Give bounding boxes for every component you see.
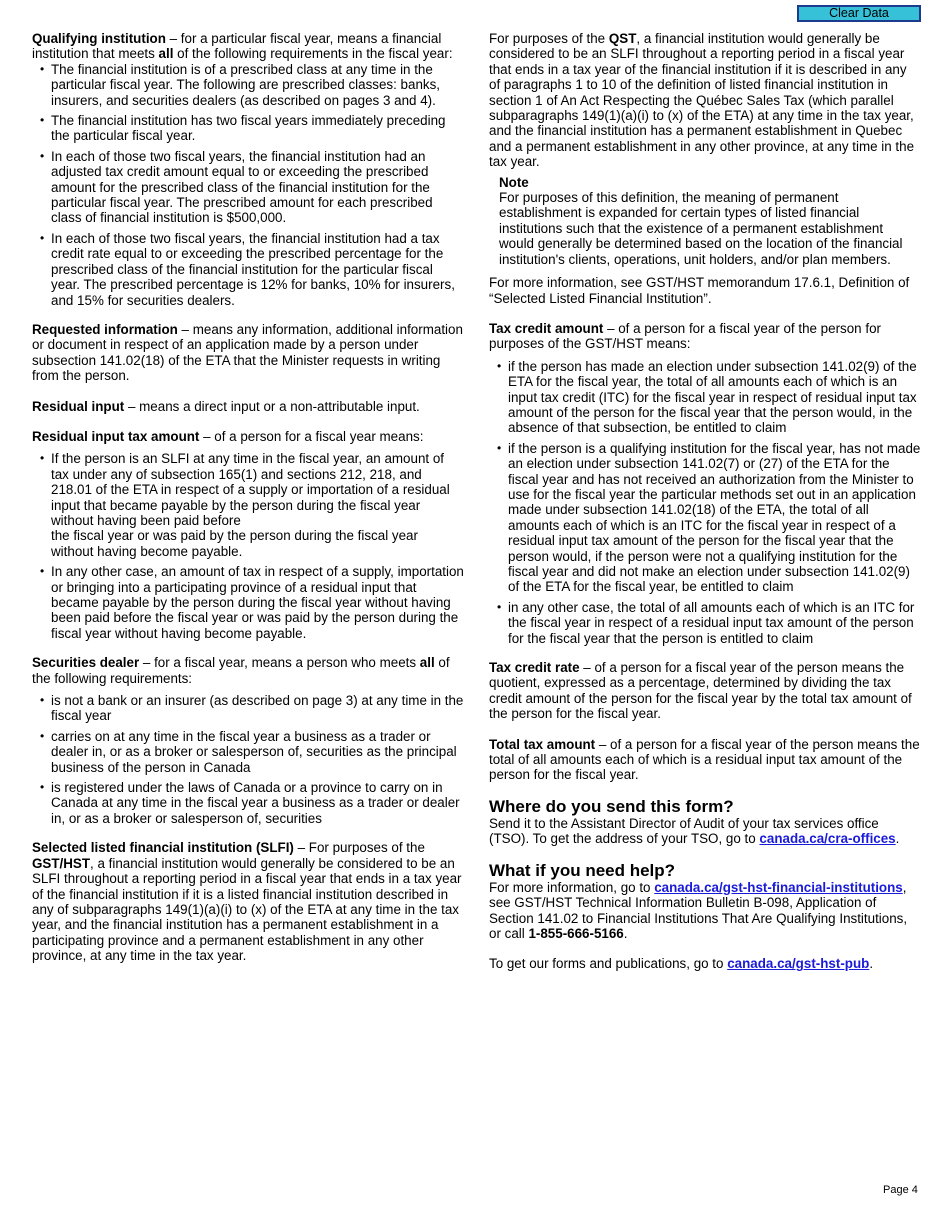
list-item: • The financial institution has two fiscal years immediately preceding the particular fiscal year. <box>32 113 464 144</box>
residual-input-definition: Residual input – means a direct input or a non-attributable input. <box>32 398 420 414</box>
slfi-definition: Selected listed financial institution (SLFI) – For purposes of the GST/HST, a financial institution would generally be considered to be an SLFI throughout a reporting period in a fiscal year that ends in a tax year of the financial institution if it is a listed financial institution described in any of subparagraphs 149(1)(a)(i) to (x) of the ETA at any time in the tax year, and the financial institution has a permanent establishment in a participating province and a permanent establishment in any other province, at any time in the tax year. <box>32 840 462 964</box>
where-to-send-section <box>489 797 921 847</box>
tax-credit-rate-definition: Tax credit rate – of a person for a fiscal year of the person means the quotient, expressed as a percentage, determined by dividing the tax credit amount of the person for the fiscal year by the total tax amount of the person for the fiscal year. <box>489 660 912 722</box>
list-item: • If the person is an SLFI at any time in the fiscal year, an amount of tax under any of subsection 165(1) and sections 212, 218, and 218.01 of the ETA in respect of a supply or importation of a residual input that became payable by the person during the fiscal year without having been paid before the fiscal year or was paid by the person during the fiscal year without having become payable. <box>32 451 464 559</box>
page-number: Page 4 <box>883 1184 918 1196</box>
phone-number: 1-855-666-5166 <box>528 925 624 941</box>
list-item: • In each of those two fiscal years, the financial institution had a tax credit rate equal to or exceeding the prescribed percentage for the prescribed class of the financial institution for the particular fiscal year. The prescribed percentage is 12% for banks, 10% for insurers, and 15% for securities dealers. <box>32 231 464 308</box>
securities-dealer-list <box>32 693 464 826</box>
help-text: For more information, go to canada.ca/gst-hst-financial-institutions, see GST/HST Technical Information Bulletin B-098, Application of Section 141.02 to Financial Institutions That Are Qualifying Institutions, or call 1-855-666-5166. <box>489 879 908 941</box>
tax-credit-amount-list <box>489 359 921 646</box>
right-column <box>489 31 921 987</box>
tax-credit-amount-definition: Tax credit amount – of a person for a fiscal year of the person for purposes of the GST/HST means: <box>489 320 881 352</box>
list-item: • if the person has made an election under subsection 141.02(9) of the ETA for the fiscal year, the total of all amounts each of which is an input tax credit (ITC) for the fiscal year in respect of residual input tax amount of the person for the fiscal year that the person would, in the absence of that subsection, be entitled to claim <box>489 359 921 436</box>
list-item: • in any other case, the total of all amounts each of which is an ITC for the fiscal year in respect of a residual input tax amount of the person for the fiscal year that the person is entitled to claim <box>489 600 921 646</box>
list-item: • In any other case, an amount of tax in respect of a supply, importation or bringing into a participating province of a residual input that became payable by the person during the fiscal year without having been paid before the fiscal year or was paid by the person during the fiscal year without having become payable. <box>32 564 464 641</box>
publications-text: To get our forms and publications, go to canada.ca/gst-hst-pub. <box>489 956 874 972</box>
qst-slfi-paragraph: For purposes of the QST, a financial institution would generally be considered to be an SLFI throughout a reporting period in a fiscal year that ends in a tax year of the financial institution if it is described in any of paragraphs 1 to 10 of the definition of listed financial institution in section 1 of An Act Respecting the Québec Sales Tax (which parallel subparagraphs 149(1)(a)(i) to (x) of the ETA) at any time in the tax year, and the financial institution has a permanent establishment in Quebec and a permanent establishment in any other province, at any time in the tax year. <box>489 31 915 170</box>
help-section <box>489 861 921 942</box>
qualifying-institution-list <box>32 62 464 308</box>
list-item: • is not a bank or an insurer (as described on page 3) at any time in the fiscal year <box>32 693 464 724</box>
list-item: • carries on at any time in the fiscal year a business as a trader or dealer in, or as a broker or salesperson of, securities as the principal business of the person in Canada <box>32 729 464 775</box>
cra-offices-link[interactable]: canada.ca/cra-offices <box>759 831 896 847</box>
where-to-send-text: Send it to the Assistant Director of Audit of your tax services office (TSO). To get the address of your TSO, go to canada.ca/cra-offices. <box>489 815 900 847</box>
note-box <box>499 175 921 267</box>
note-title: Note <box>499 174 529 190</box>
residual-input-tax-amount-definition: Residual input tax amount – of a person for a fiscal year means: <box>32 428 424 444</box>
financial-institutions-link[interactable]: canada.ca/gst-hst-financial-institutions <box>654 879 903 895</box>
note-body: For purposes of this definition, the meaning of permanent establishment is expanded for certain types of listed financial institutions such that the existence of a permanent establishment would generally be determined based on the location of the financial institution's clients, operations, unit holders, and/or plan members. <box>499 190 903 267</box>
where-to-send-heading: Where do you send this form? <box>489 796 734 816</box>
memorandum-reference: For more information, see GST/HST memorandum 17.6.1, Definition of “Selected Listed Financial Institution”. <box>489 275 910 306</box>
help-heading: What if you need help? <box>489 860 676 880</box>
securities-dealer-definition: Securities dealer – for a fiscal year, means a person who meets all of the following requirements: <box>32 655 450 686</box>
total-tax-amount-definition: Total tax amount – of a person for a fiscal year of the person means the total of all amounts each of which is a residual input tax amount of the person for the fiscal year. <box>489 736 920 783</box>
requested-information-definition: Requested information – means any information, additional information or document in respect of an application made by a person under subsection 141.02(18) of the ETA that the Minister requests in writing from the person. <box>32 321 463 384</box>
list-item: • The financial institution is of a prescribed class at any time in the particular fiscal year. The following are prescribed classes: banks, insurers, and securities dealers (as described on pages 3 and 4). <box>32 62 464 108</box>
clear-data-button[interactable]: Clear Data <box>797 5 921 22</box>
left-column <box>32 31 464 979</box>
list-item: • In each of those two fiscal years, the financial institution had an adjusted tax credit amount equal to or exceeding the prescribed amount for the prescribed class of the financial institution for the particular fiscal year. The prescribed amount for each prescribed class of financial institution is $500,000. <box>32 149 464 226</box>
gst-hst-pub-link[interactable]: canada.ca/gst-hst-pub <box>727 956 870 972</box>
list-item: • if the person is a qualifying institution for the fiscal year, has not made an election under subsection 141.02(7) or (27) of the ETA for the fiscal year and has not received an authorization from the Minister to use for the fiscal year the particular methods set out in an application made under subsection 141.02(18) of the ETA, the total of all amounts each of which is an ITC for the fiscal year in respect of a residual input tax amount of the person for the fiscal year that the person would, if the person were not a qualifying institution for the fiscal year and did not make an election under subsection 141.02(9) of the ETA for the fiscal year, be entitled to claim <box>489 441 921 595</box>
list-item: • is registered under the laws of Canada or a province to carry on in Canada at any time in the fiscal year a business as a trader or dealer in, or as a broker or salesperson of, securities <box>32 780 464 826</box>
residual-input-tax-amount-list <box>32 451 464 641</box>
qualifying-institution-definition: Qualifying institution – for a particular fiscal year, means a financial institution that meets all of the following requirements in the fiscal year: <box>32 31 453 62</box>
